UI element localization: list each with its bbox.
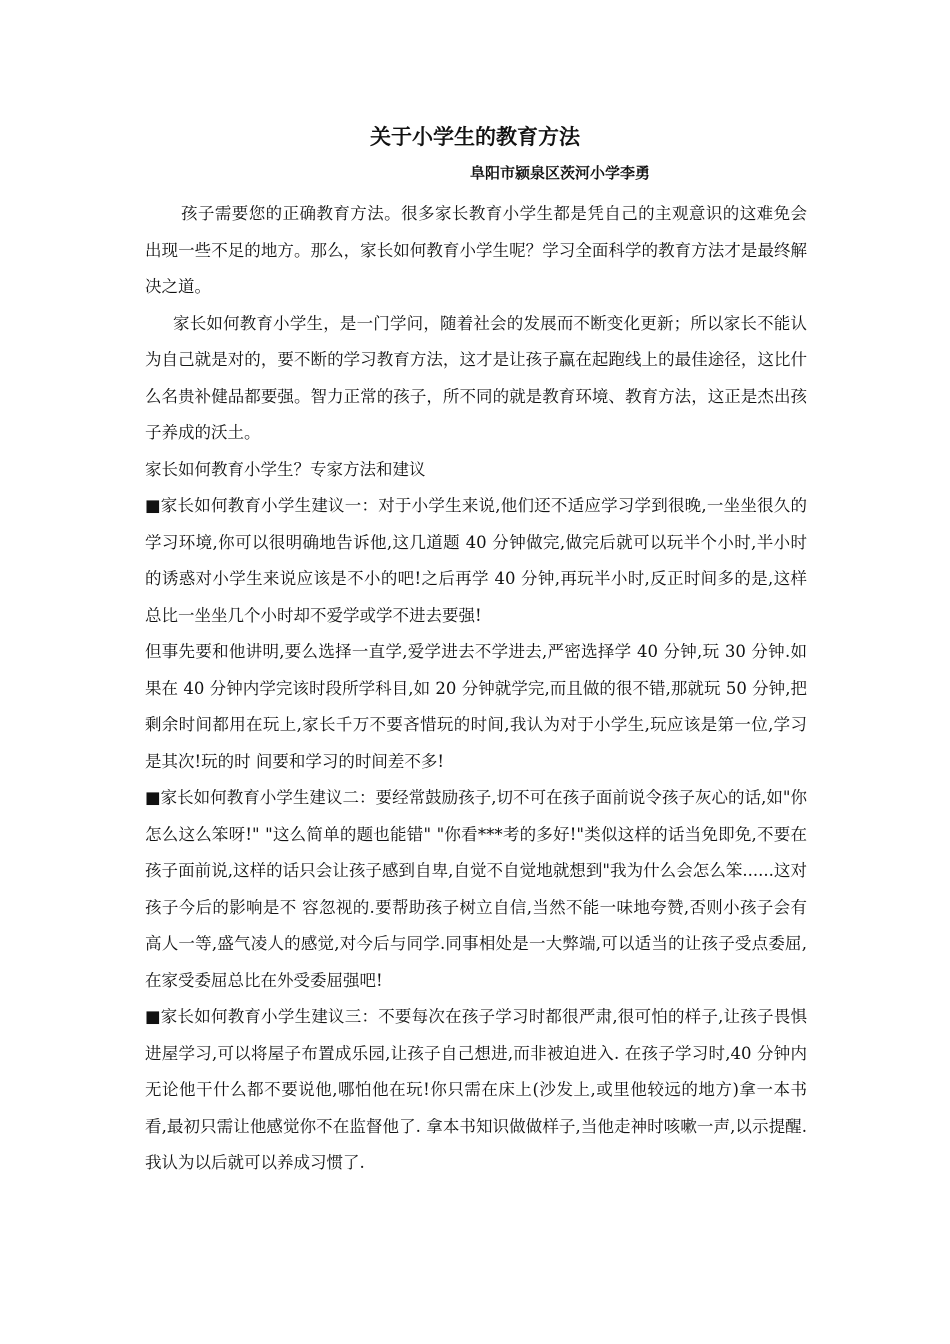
suggestion-one-continued: 但事先要和他讲明,要么选择一直学,爱学进去不学进去,严密选择学 40 分钟,玩 30 分钟.如果在 40 分钟内学完该时段所学科目,如 20 分钟就学完,而且做的很不错,那就玩 50 分钟,把剩余时间都用在玩上,家长千万不要吝惜玩的时间,我认为对于小学生,玩应该是第一位,学习是其次!玩的时 间要和学习的时间差不多! (145, 642, 807, 771)
document-author: 阜阳市颍泉区茨河小学李勇 (470, 164, 651, 182)
paragraph-learning: 家长如何教育小学生，是一门学问，随着社会的发展而不断变化更新；所以家长不能认为自己就是对的，要不断的学习教育方法，这才是让孩子赢在起跑线上的最佳途径，这比什么名贵补健品都要强。智力正常的孩子，所不同的就是教育环境、教育方法，这正是杰出孩子养成的沃土。 (145, 313, 807, 442)
section-heading: 家长如何教育小学生？专家方法和建议 (145, 459, 426, 479)
suggestion-three: ■家长如何教育小学生建议三：不要每次在孩子学习时都很严肃,很可怕的样子,让孩子畏惧进屋学习,可以将屋子布置成乐园,让孩子自己想进,而非被迫进入. 在孩子学习时,40 分钟内无论他干什么都不要说他,哪怕他在玩!你只需在床上(沙发上,或里他较远的地方)拿一本书看,最初只需让他感觉你不在监督他了. 拿本书知识做做样子,当他走神时咳嗽一声,以示提醒.我认为以后就可以养成习惯了. (145, 1007, 807, 1172)
suggestion-one: ■家长如何教育小学生建议一：对于小学生来说,他们还不适应学习学到很晚,一坐坐很久的学习环境,你可以很明确地告诉他,这几道题 40 分钟做完,做完后就可以玩半个小时,半小时的诱惑对小学生来说应该是不小的吧!之后再学 40 分钟,再玩半小时,反正时间多的是,这样总比一坐坐几个小时却不爱学或学不进去要强! (145, 496, 807, 625)
document-title: 关于小学生的教育方法 (370, 124, 580, 149)
suggestion-two: ■家长如何教育小学生建议二：要经常鼓励孩子,切不可在孩子面前说令孩子灰心的话,如"你怎么这么笨呀!" "这么简单的题也能错" "你看***考的多好!"类似这样的话当免即免,不要在孩子面前说,这样的话只会让孩子感到自卑,自觉不自觉地就想到"我为什么会怎么笨......这对孩子今后的影响是不 容忽视的.要帮助孩子树立自信,当然不能一味地夸赞,否则小孩子会有高人一等,盛气凌人的感觉,对今后与同学.同事相处是一大弊端,可以适当的让孩子受点委屈,在家受委屈总比在外受委屈强吧! (145, 788, 807, 990)
document-body (145, 196, 807, 1182)
paragraph-intro: 孩子需要您的正确教育方法。很多家长教育小学生都是凭自己的主观意识的这难免会出现一些不足的地方。那么，家长如何教育小学生呢？学习全面科学的教育方法才是最终解决之道。 (145, 204, 807, 296)
